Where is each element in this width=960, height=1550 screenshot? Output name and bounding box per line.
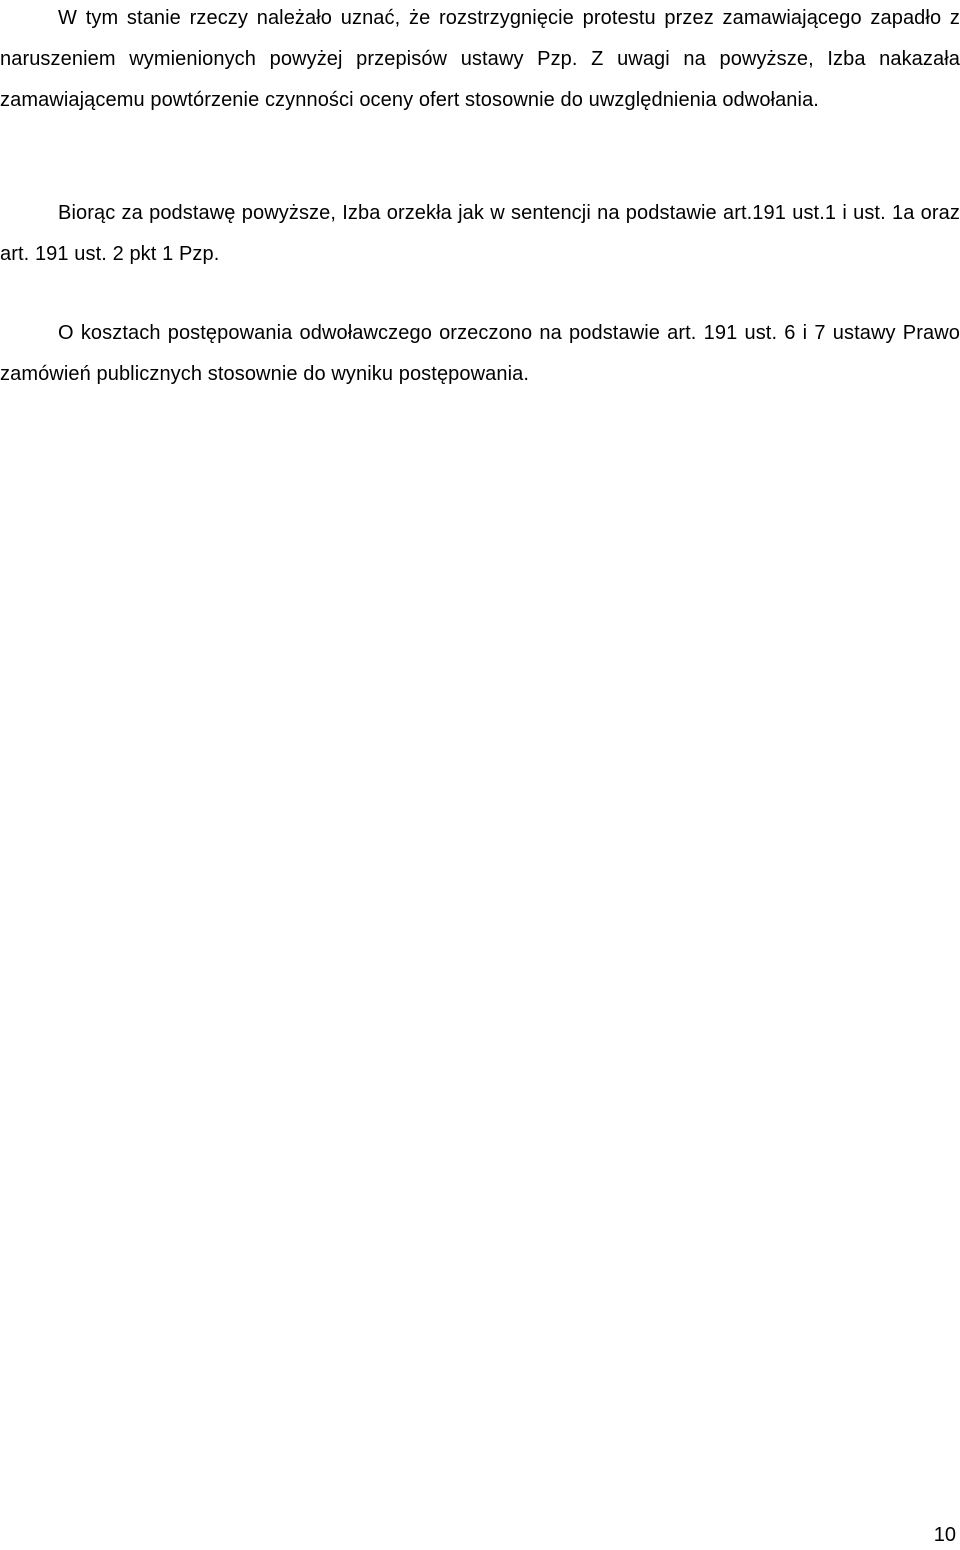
paragraph-legal-basis: Biorąc za podstawę powyższe, Izba orzekła jak w sentencji na podstawie art.191 ust.1 i ust. 1a oraz art. 191 ust. 2 pkt 1 Pzp.	[0, 202, 960, 265]
paragraph-costs: O kosztach postępowania odwoławczego orzeczono na podstawie art. 191 ust. 6 i 7 ustawy Prawo zamówień publicznych stosownie do wyniku postępowania.	[0, 322, 960, 385]
paragraph-ruling-assessment: W tym stanie rzeczy należało uznać, że rozstrzygnięcie protestu przez zamawiającego zapadło z naruszeniem wymienionych powyżej przepisów ustawy Pzp. Z uwagi na powyższe, Izba nakazała zamawiającemu powtórzenie czynności oceny ofert stosownie do uwzględnienia odwołania.	[0, 7, 960, 111]
page-number: 10	[933, 1524, 956, 1546]
